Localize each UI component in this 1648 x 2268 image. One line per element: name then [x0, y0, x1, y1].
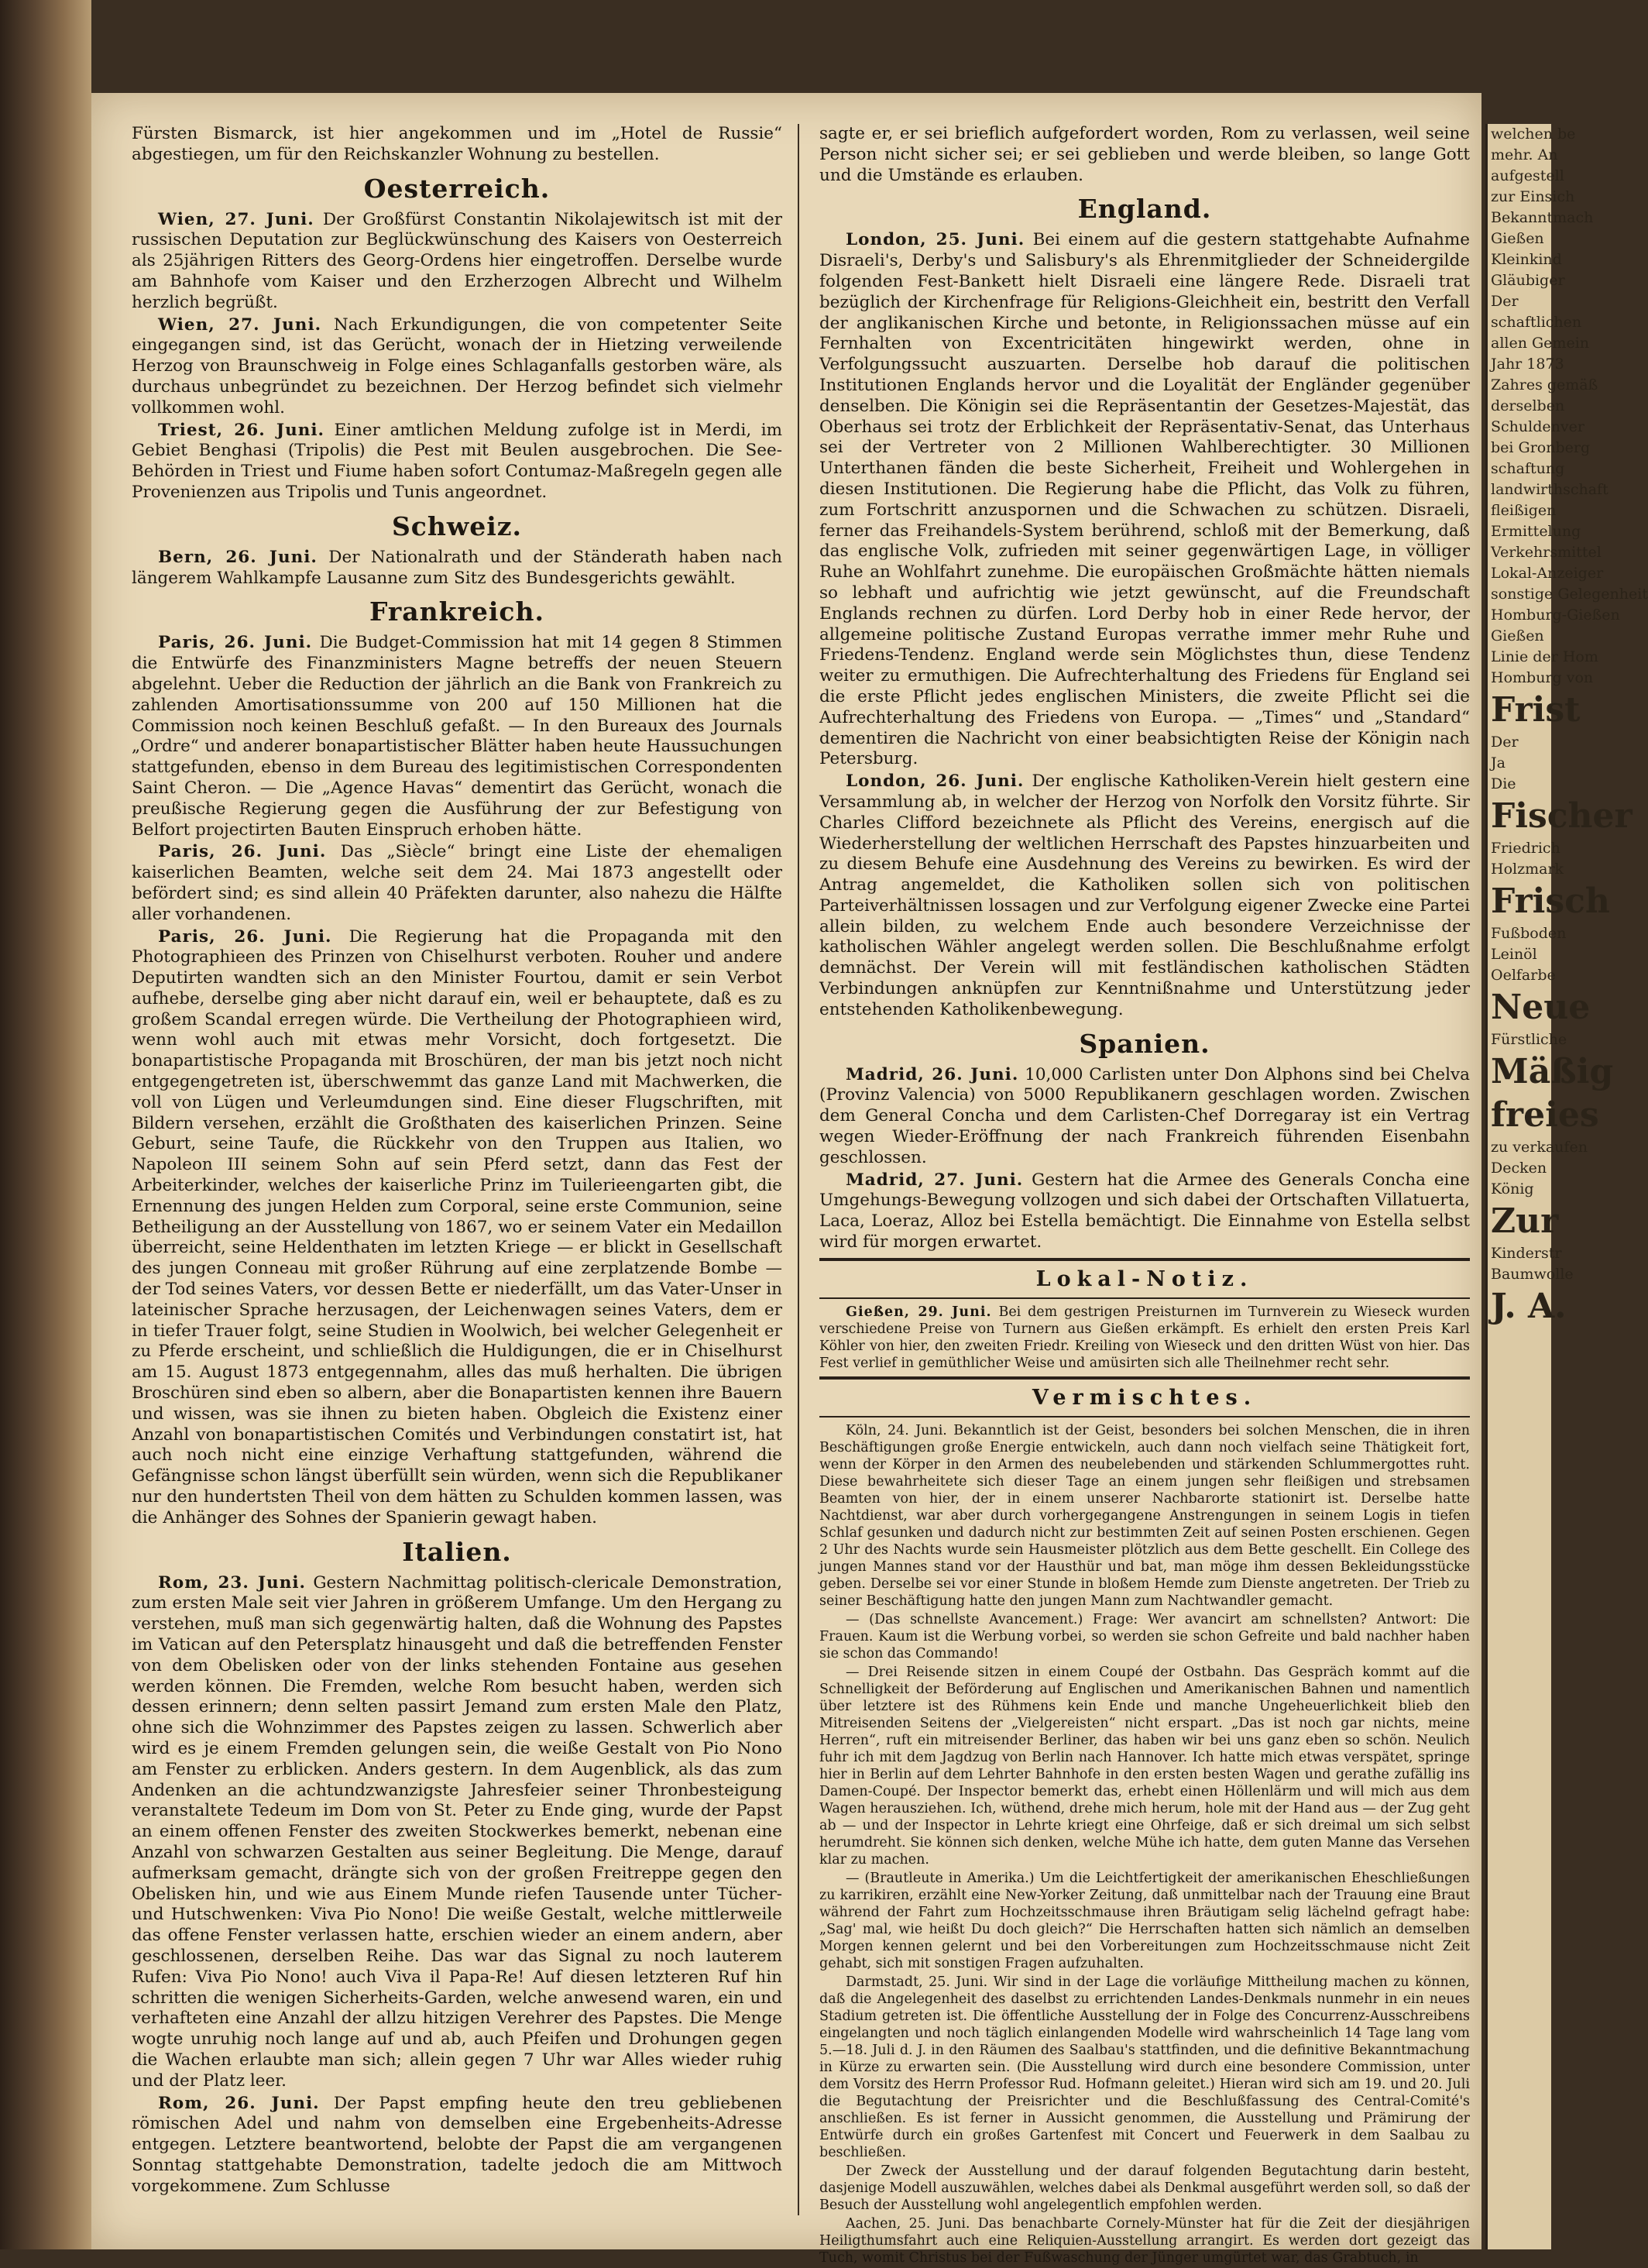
neighbor-fragment: Gläubiger: [1491, 272, 1565, 289]
section-heading: Oesterreich.: [363, 173, 551, 204]
neighbor-fragment: König: [1491, 1180, 1534, 1198]
neighbor-fragment: Frisch: [1491, 881, 1610, 921]
article: [132, 421, 782, 503]
neighbor-fragment: Linie der Hom: [1491, 648, 1598, 665]
section-heading: Schweiz.: [391, 510, 523, 541]
dateline: Paris, 26. Juni.: [158, 842, 327, 862]
neighbor-fragment: Fischer: [1491, 796, 1633, 836]
vermischtes-item: — (Das schnellste Avancement.) Frage: Wer avancirt am schnellsten? Antwort: Die Frauen. Kaum ist die Werbung vorbei, so werden sie schon Gefreite und bald nachher haben sie schon das Commando!: [819, 1611, 1470, 1661]
neighbor-fragment: Verkehrsmittel: [1491, 544, 1602, 561]
neighbor-fragment: Friedrich: [1491, 840, 1560, 857]
news-section: [819, 1029, 1470, 1253]
neighbor-fragment: Zahres gemäß: [1491, 376, 1598, 393]
neighbor-fragment: schaftung: [1491, 460, 1565, 477]
article-text: Der Großfürst Constantin Nikolajewitsch ist mit der russischen Deputation zur Beglückwünschung des Kaisers von Oesterreich als 25jährigen Ritters des Georg-Ordens hier eingetroffen. Derselbe wurde am Bahnhofe vom Kaiser und den Erzherzogen Albrecht und Wilhelm herzlich begrüßt.: [132, 209, 782, 312]
neighbor-fragment: sonstige Gelegenheit: [1491, 586, 1648, 603]
article: [132, 842, 782, 925]
dateline: Rom, 23. Juni.: [158, 1572, 306, 1593]
article: [819, 1065, 1470, 1169]
divider: [819, 1416, 1470, 1418]
neighbor-fragment: Zur: [1491, 1201, 1559, 1241]
neighbor-fragment: Kinderstr: [1491, 1245, 1562, 1262]
section-heading: Frankreich.: [369, 596, 544, 627]
section-heading: England.: [1077, 194, 1212, 225]
article: [819, 1170, 1470, 1253]
neighbor-fragment: Frist: [1491, 690, 1581, 730]
neighbor-fragment: Gießen: [1491, 627, 1544, 644]
lokal-notiz: [819, 1267, 1470, 1372]
article: [132, 548, 782, 589]
article-text: Bei dem gestrigen Preisturnen im Turnverein zu Wieseck wurden verschiedene Preise von Turnern aus Gießen erkämpft. Es erhielt den ersten Preis Karl Köhler von hier, den zweiten Friedr. Kreiling von Wieseck und den dritten Wüst von hier. Das Fest verlief in gemüthlicher Weise und amüsirten sich alle Theilnehmer recht sehr.: [819, 1304, 1470, 1371]
neighbor-fragment: welchen be: [1491, 125, 1576, 143]
divider: [819, 1297, 1470, 1299]
news-section: [132, 596, 782, 1528]
article-text: Der Nationalrath und der Ständerath haben nach längerem Wahlkampfe Lausanne zum Sitz des Bundesgerichts gewählt.: [132, 547, 782, 588]
neighbor-fragment: Der: [1491, 293, 1519, 310]
left-sections: [132, 174, 782, 2198]
neighbor-fragment: Leinöl: [1491, 946, 1537, 963]
vermischtes: [819, 1386, 1470, 2266]
left-column: [132, 124, 782, 2199]
article: [819, 230, 1470, 770]
article-text: Nach Erkundigungen, die von competenter Seite eingegangen sind, ist das Gerücht, wonach der in Hietzing verweilende Herzog von Braunschweig in Folge eines Schlaganfalls gestorben wäre, als durchaus unbegründet zu bezeichnen. Der Herzog befindet sich vielmehr vollkommen wohl.: [132, 314, 782, 418]
neighbor-fragment: Gießen: [1491, 230, 1544, 247]
neighbor-fragment: zu verkaufen: [1491, 1139, 1588, 1156]
dateline: Wien, 27. Juni.: [158, 209, 314, 229]
article: [132, 315, 782, 419]
section-divider: [819, 1376, 1470, 1380]
neighbor-fragment: landwirthschaft: [1491, 481, 1609, 498]
dateline: Madrid, 27. Juni.: [846, 1170, 1024, 1190]
article-text: Der Papst empfing heute den treu gebliebenen römischen Adel und nahm von demselben eine Ergebenheits-Adresse entgegen. Letztere beantwortend, belobte der Papst die am vergangenen Sonntag stattgehabte Demonstration, tadelte jedoch die am Mittwoch vorgekommene. Zum Schlusse: [132, 2093, 783, 2196]
neighbor-fragment: aufgestell: [1491, 167, 1564, 184]
article: [132, 633, 782, 840]
dateline: Gießen, 29. Juni.: [846, 1304, 992, 1320]
neighbor-fragment: Decken: [1491, 1160, 1547, 1177]
neighbor-fragment: Kleinkind: [1491, 251, 1562, 268]
article-text: Gestern hat die Armee des Generals Concha eine Umgehungs-Bewegung vollzogen und sich dabei der Ortschaften Villatuerta, Laca, Loeraz, Alloz bei Estella bemächtigt. Die Einnahme von Estella selbst wird für morgen erwartet.: [819, 1170, 1470, 1253]
neighbor-fragment: Bekanntmach: [1491, 209, 1594, 226]
neighbor-fragment: Homburg-Gießen: [1491, 607, 1620, 624]
neighbor-fragment: Oelfarbe: [1491, 967, 1556, 984]
article-text: Einer amtlichen Meldung zufolge ist in Merdi, im Gebiet Benghasi (Tripolis) die Pest mit Beulen ausgebrochen. Die See-Behörden in Triest und Fiume haben sofort Contumaz-Maßregeln gegen alle Provenienzen aus Tripolis und Tunis angeordnet.: [132, 420, 782, 502]
neighbor-fragment: Der: [1491, 734, 1519, 751]
intro-continuation: sagte er, er sei brieflich aufgefordert worden, Rom zu verlassen, weil seine Person nicht sicher sei; er sei geblieben und werde bleiben, so lange Gott und die Umstände es erlauben.: [819, 124, 1470, 185]
dateline: Rom, 26. Juni.: [158, 2093, 320, 2113]
neighbor-fragment: Ermittelung: [1491, 523, 1581, 540]
article-text: Die Budget-Commission hat mit 14 gegen 8 Stimmen die Entwürfe des Finanzministers Magne betreffs der neuen Steuern abgelehnt. Ueber die Reduction der jährlich an die Bank von Frankreich zu zahlenden Amortisationssumme von 200 auf 150 Millionen hat die Commission noch keinen Beschluß gefaßt. — In den Bureaux des Journals „Ordre“ und anderer bonapartistischer Blätter haben heute Haussuchungen stattgefunden, ebenso in dem Bureau des legitimistischen Correspondenten Saint Cheron. — Die „Agence Havas“ dementirt das Gerücht, wonach die preußische Regierung gegen die Ausführung der zur Befestigung von Belfort projectirten Bauten Einspruch erhoben hätte.: [132, 633, 782, 840]
neighbor-fragment: Neue: [1491, 988, 1591, 1027]
right-column: [819, 124, 1470, 2268]
news-section: [819, 194, 1470, 1020]
article: [132, 2094, 782, 2198]
news-section: [132, 1537, 782, 2198]
article: [132, 210, 782, 314]
neighbor-fragment: Die: [1491, 775, 1516, 792]
neighbor-fragment: Fürstliche: [1491, 1031, 1567, 1048]
article-text: Die Regierung hat die Propaganda mit den Photographieen des Prinzen von Chiselhurst verboten. Rouher und andere Deputirten wandten sich an den Minister Fourtou, damit er sein Verbot aufhebe, derselbe ging aber nicht darauf ein, weil er behauptete, daß es zu großem Scandal erregen würde. Die Vertheilung der Photographieen wird, wenn wohl auch mit etwas mehr Vorsicht, doch fortgesetzt. Die bonapartistische Propaganda mit Broschüren, der man bis jetzt noch nicht entgegengetreten ist, überschwemmt das ganze Land mit Machwerken, die voll von Lügen und Verleumdungen sind. Eine dieser Flugschriften, mit Bildern versehen, erzählt die Großthaten des kaiserlichen Prinzen. Seine Geburt, seine Taufe, die Rückkehr von den Truppen aus Italien, wo Napoleon III seinem Sohn auf sein Pferd setzt, dann das Fest der Arbeiterkinder, welches der kaiserliche Prinz im Tuilerieengarten gibt, die Ernennung des jungen Helden zum Corporal, seine erste Communion, seine Betheiligung an der Ausstellung von 1867, wo er seinem Vater ein Medaillon überreicht, seine Heldenthaten im letzten Kriege — er blickt in Gesellschaft des jungen Conneau mit großer Rührung auf eine zerplatzende Bombe — der Tod seines Vaters, vor dessen Bette er niederfällt, um das Vater-Unser in lateinischer Sprache herzusagen, der Leichenwagen seines Vaters, dem er in tiefer Trauer folgt, seine Studien in Woolwich, bei welcher Gelegenheit er zu Pferde erscheint, und schließlich die Huldigungen, die er in Chiselhurst am 15. August 1873 entgegennahm, alles das muß herhalten. Die übrigen Broschüren sind eben so albern, aber die Bonapartisten kennen ihre Bauern und wissen, was sie ihnen zu bieten haben. Obgleich die Existenz einer Anzahl von bonapartistischen Comités und Verbindungen constatirt ist, hat auch noch nicht eine einzige Verhaftung stattgefunden, während die Gefängnisse schon längst überfüllt sein würden, wenn sich die Republikaner nur den hundertsten Theil von dem hätten zu Schulden kommen lassen, was die Anhänger des Sohnes der Spanierin gewagt haben.: [132, 926, 782, 1527]
article: [819, 771, 1470, 1021]
article: [819, 1304, 1470, 1372]
article-text: Das „Siècle“ bringt eine Liste der ehemaligen kaiserlichen Beamten, welche seit dem 24. Mai 1873 angestellt oder befördert sind; es sind allein 40 Präfekten darunter, also nahezu die Hälfte aller vorhandenen.: [132, 842, 782, 924]
dateline: Paris, 26. Juni.: [158, 633, 313, 653]
newspaper-page: [91, 93, 1481, 2266]
news-section: [132, 511, 782, 589]
vermischtes-item: Der Zweck der Ausstellung und der darauf folgenden Begutachtung darin besteht, dasjenige Modell auszuwählen, welches dabei als Denkmal ausgeführt werden soll, so daß der Besuch der Ausstellung wohl angelegentlich empfohlen werden.: [819, 2163, 1470, 2213]
news-section: [132, 174, 782, 503]
neighbor-fragment: allen Gemein: [1491, 335, 1589, 352]
neighbor-fragment: Mäßig: [1491, 1052, 1614, 1091]
section-heading: Spanien.: [1079, 1028, 1210, 1059]
neighbor-fragment: schaftlichen: [1491, 314, 1582, 331]
dateline: Madrid, 26. Juni.: [846, 1064, 1019, 1084]
column-rule: [798, 124, 799, 2215]
intro-continuation: Fürsten Bismarck, ist hier angekommen und im „Hotel de Russie“ abgestiegen, um für den Reichskanzler Wohnung zu bestellen.: [132, 124, 782, 164]
dateline: Paris, 26. Juni.: [158, 926, 332, 947]
vermischtes-item: Aachen, 25. Juni. Das benachbarte Cornely-Münster hat für die Zeit der diesjährigen Heiligthumsfahrt auch eine Reliquien-Ausstellung arrangirt. Es werden dort gezeigt das Tuch, womit Christus bei der Fußwaschung der Jünger umgürtet war, das Grabtuch, in: [819, 2215, 1470, 2266]
neighbor-fragment: Lokal-Anzeiger: [1491, 565, 1604, 582]
dateline: London, 26. Juni.: [846, 771, 1025, 792]
neighbor-fragment: Ja: [1491, 754, 1506, 771]
article-text: 10,000 Carlisten unter Don Alphons sind bei Chelva (Provinz Valencia) von 5000 Republikanern geschlagen worden. Zwischen dem General Concha und dem Carlisten-Chef Dorregaray ist ein Vertrag wegen Wieder-Eröffnung der nach Frankreich führenden Eisenbahn geschlossen.: [819, 1064, 1470, 1167]
section-heading: Lokal-Notiz.: [1035, 1266, 1254, 1291]
vermischtes-item: — Drei Reisende sitzen in einem Coupé der Ostbahn. Das Gespräch kommt auf die Schnelligkeit der Beförderung auf Englischen und Amerikanischen Bahnen und namentlich über letztere ist des Rühmens kein Ende und manche Ungeheuerlichkeit blieb den Mitreisenden Seitens der „Vielgereisten“ nicht erspart. „Das ist noch gar nichts, meine Herren“, ruft ein mitreisender Berliner, das haben wir bei uns ganz eben so schön. Neulich fuhr ich mit dem Jagdzug von Berlin nach Hannover. Ich hatte mich etwas verspätet, springe hier in Berlin auf dem Lehrter Bahnhofe in den ersten besten Wagen und gerathe zufällig ins Damen-Coupé. Der Inspector bemerkt das, erhebt einen Höllenlärm und will mich aus dem Wagen herausziehen. Ich, wüthend, drehe mich herum, hole mit der Hand aus — der Zug geht ab — und der Inspector in Lehrte kriegt eine Ohrfeige, daß er sich dreimal um sich selbst herumdreht. Sie können sich denken, welche Mühe ich hatte, dem guten Manne das Versehen klar zu machen.: [819, 1664, 1470, 1868]
vermischtes-item: Köln, 24. Juni. Bekanntlich ist der Geist, besonders bei solchen Menschen, die in ihren Beschäftigungen große Energie entwickeln, auch dann noch vielfach seine Thätigkeit fort, wenn der Körper in den Armen des neubelebenden und stärkenden Schlummergottes ruht. Diese bewahrheitete sich dieser Tage an einem jungen sehr fleißigen und strebsamen Beamten von hier, der in einem unserer Nachbarorte stationirt ist. Derselbe hatte Nachtdienst, war aber durch vorhergegangene Anstrengungen in seinem Logis in tiefen Schlaf gesunken und dadurch nicht zur bestimmten Zeit auf seinen Posten erschienen. Gegen 2 Uhr des Nachts wurde sein Hausmeister plötzlich aus dem Bette geschellt. Ein College des jungen Mannes stand vor der Hausthür und bat, man möge ihm dessen Bekleidungsstücke geben. Derselbe sei vor einer Stunde in bloßem Hemde zum Dienste angetreten. Der Trieb zu seiner Beschäftigung hatte den jungen Mann zum Nachtwandler gemacht.: [819, 1422, 1470, 1609]
vermischtes-item: — (Brautleute in Amerika.) Um die Leichtfertigkeit der amerikanischen Eheschließungen zu karrikiren, erzählt eine New-Yorker Zeitung, daß unmittelbar nach der Trauung eine Braut während der Fahrt zum Hochzeitsschmause ihren Bräutigam selig lächelnd gefragt habe: „Sag' mal, wie heißt Du doch gleich?“ Die Herrschaften hatten sich nämlich an demselben Morgen kennen gelernt und bei den Vorbereitungen zum Hochzeitsschmause nicht Zeit gehabt, sich mit sonstigen Fragen aufzuhalten.: [819, 1870, 1470, 1971]
neighbor-page-edge: [1485, 124, 1648, 2249]
neighbor-fragment: bei Gronberg: [1491, 439, 1591, 456]
neighbor-fragment: Holzmark: [1491, 861, 1564, 878]
book-binding: [0, 0, 91, 2249]
neighbor-fragment: freies: [1491, 1095, 1599, 1135]
section-heading: Italien.: [402, 1536, 512, 1567]
neighbor-fragment: Schuldenver: [1491, 418, 1584, 435]
neighbor-fragment: Jahr 1873: [1491, 356, 1564, 373]
section-divider: [819, 1258, 1470, 1261]
article-text: Bei einem auf die gestern stattgehabte Aufnahme Disraeli's, Derby's und Salisbury's als Ehrenmitglieder der Schneidergilde folgenden Fest-Bankett hielt Disraeli eine längere Rede. Disraeli trat bezüglich der Kirchenfrage für Religions-Gleichheit ein, bestritt den Verfall der anglikanischen Kirche und betonte, in Religionssachen müsse auf ein Fernhalten von Excentricitäten hingewirkt werden, ohne in Verfolgungssucht auszuarten. Derselbe hob darauf die politischen Institutionen Englands hervor und die Loyalität der Engländer gegenüber denselben. Die Königin sei die Repräsentantin der Gesetzes-Majestät, das Oberhaus sei trotz der Erblichkeit der Repräsentativ-Senat, das Unterhaus sei der Vertreter von 2 Millionen Wahlberechtigter. 30 Millionen Unterthanen fänden die beste Sicherheit, Freiheit und Wohlergehen in diesen Institutionen. Die Regierung habe die Pflicht, das Volk zu führen, zum Fortschritt anzuspornen und die Schwachen zu schützen. Disraeli, ferner das Freihandels-System berührend, schloß mit der Bemerkung, daß das englische Volk, zufrieden mit seiner gegenwärtigen Lage, in völliger Ruhe an Wohlfahrt zunehme. Die europäischen Großmächte hätten niemals so lebhaft und aufrichtig wie jetzt gewünscht, auf die Freundschaft Englands rechnen zu dürfen. Lord Derby hob in einer Rede hervor, der allgemeine politische Zustand Europas verrathe immer mehr Ruhe und Friedens-Tendenz. England werde sein Möglichstes thun, diese Tendenz weiter zu ermuthigen. Die Aufrechterhaltung des Friedens für England sei die erste Pflicht jedes englischen Ministers, die zweite Pflicht sei die Aufrechterhaltung des Friedens von Europa. — „Times“ und „Standard“ dementiren die Nachricht von einer beabsichtigten Reise der Königin nach Petersburg.: [819, 230, 1470, 769]
neighbor-fragment: zur Einsich: [1491, 188, 1575, 205]
vermischtes-item: Darmstadt, 25. Juni. Wir sind in der Lage die vorläufige Mittheilung machen zu können, daß die Angelegenheit des daselbst zu errichtenden Landes-Denkmals nunmehr in ein neues Stadium getreten ist. Die öffentliche Ausstellung der in Folge des Concurrenz-Ausschreibens eingelangten und noch täglich einlangenden Modelle wird wahrscheinlich 14 Tage lang vom 5.—18. Juli d. J. in den Räumen des Saalbau's stattfinden, und die definitive Bekanntmachung in Kürze zu erwarten sein. (Die Ausstellung wird durch eine besondere Commission, unter dem Vorsitz des Herrn Professor Rud. Hofmann geleitet.) Hieran wird sich am 19. und 20. Juli die Begutachtung der Preisrichter und die Beschlußfassung des Central-Comité's anschließen. Es ist ferner in Aussicht genommen, die Ausstellung und Prämirung der Entwürfe durch ein großes Gartenfest mit Concert und Feuerwerk in dem Saalbau zu beschließen.: [819, 1974, 1470, 2160]
neighbor-fragment: fleißigen: [1491, 502, 1557, 519]
article-text: Gestern Nachmittag politisch-clericale Demonstration, zum ersten Male seit vier Jahren in größerem Umfange. Um den Hergang zu verstehen, muß man sich gegenwärtig halten, daß die Wohnung des Papstes im Vatican auf den Petersplatz hinausgeht und daß die betreffenden Fenster von dem Obelisken oder von der links stehenden Fontaine aus gesehen werden können. Die Fremden, welche Rom besucht haben, werden sich dessen erinnern; denn selten passirt Jemand zum ersten Male den Platz, ohne sich die Wohnzimmer des Papstes zeigen zu lassen. Schwerlich aber wird es je einem Fremden gelungen sein, die weiße Gestalt von Pio Nono am Fenster zu erblicken. Anders gestern. In dem Augenblick, als das zum Andenken an die achtundzwanzigste Jahresfeier seiner Thronbesteigung veranstaltete Tedeum im Dom von St. Peter zu Ende ging, wurde der Papst an einem offenen Fenster des zweiten Stockwerkes bemerkt, nebenan eine Anzahl von schwarzen Gestalten aus seiner Begleitung. Die Menge, darauf aufmerksam gemacht, drängte sich von der großen Freitreppe gegen den Obelisken hin, und wie aus Einem Munde riefen Tausende unter Tücher- und Hutschwenken: Viva Pio Nono! Die weiße Gestalt, welche mittlerweile das offene Fenster verlassen hatte, erschien wieder an einem andern, aber geschlossenen, derselben Reihe. Das war das Signal zu noch lauterem Rufen: Viva Pio Nono! auch Viva il Papa-Re! Auf diesen letzteren Ruf hin schritten die wenigen Sicherheits-Garden, welche anwesend waren, ein und verhafteten eine Anzahl der allzu hitzigen Verehrer des Papstes. Die Menge wogte unruhig noch lange auf und ab, auch Pfeifen und Drohungen gegen die Wachen erlaubte man sich; allein gegen 7 Uhr war Alles wieder ruhig und der Platz leer.: [132, 1572, 782, 2091]
section-heading: Vermischtes.: [1032, 1385, 1258, 1410]
dateline: London, 25. Juni.: [846, 230, 1025, 250]
neighbor-fragment: mehr. An: [1491, 146, 1558, 163]
article-text: Der englische Katholiken-Verein hielt gestern eine Versammlung ab, in welcher der Herzog von Norfolk den Vorsitz führte. Sir Charles Clifford bezeichnete als Pflicht des Vereins, energisch auf die Wiederherstellung der weltlichen Herrschaft des Papstes hinzuarbeiten und zu diesem Behufe eine Ausdehnung des Vereins zu bewirken. Es wird der Antrag angemeldet, die Katholiken sollen sich von politischen Parteiverhältnissen lossagen und zur Verfolgung eigener Zwecke eine Partei allein bilden, zu welchem Ende auch besondere Verzeichnisse der katholischen Wähler angelegt werden sollen. Die Beschlußnahme erfolgt demnächst. Der Verein will mit festländischen katholischen Städten Verbindungen anknüpfen zur Kenntnißnahme und Unterstützung jeder entstehenden Katholikenbewegung.: [819, 771, 1470, 1019]
article: [132, 927, 782, 1529]
neighbor-fragment: J. A.: [1491, 1287, 1567, 1326]
vermischtes-items: [819, 1422, 1470, 2266]
neighbor-fragment: Fußboden: [1491, 925, 1567, 942]
neighbor-fragment: Homburg von: [1491, 669, 1594, 686]
right-sections: [819, 194, 1470, 1253]
neighbor-fragment: derselben: [1491, 397, 1565, 414]
dateline: Bern, 26. Juni.: [158, 547, 318, 567]
neighbor-fragment: Baumwolle: [1491, 1266, 1574, 1283]
dateline: Wien, 27. Juni.: [158, 314, 322, 335]
dateline: Triest, 26. Juni.: [158, 420, 324, 440]
article: [132, 1573, 782, 2092]
